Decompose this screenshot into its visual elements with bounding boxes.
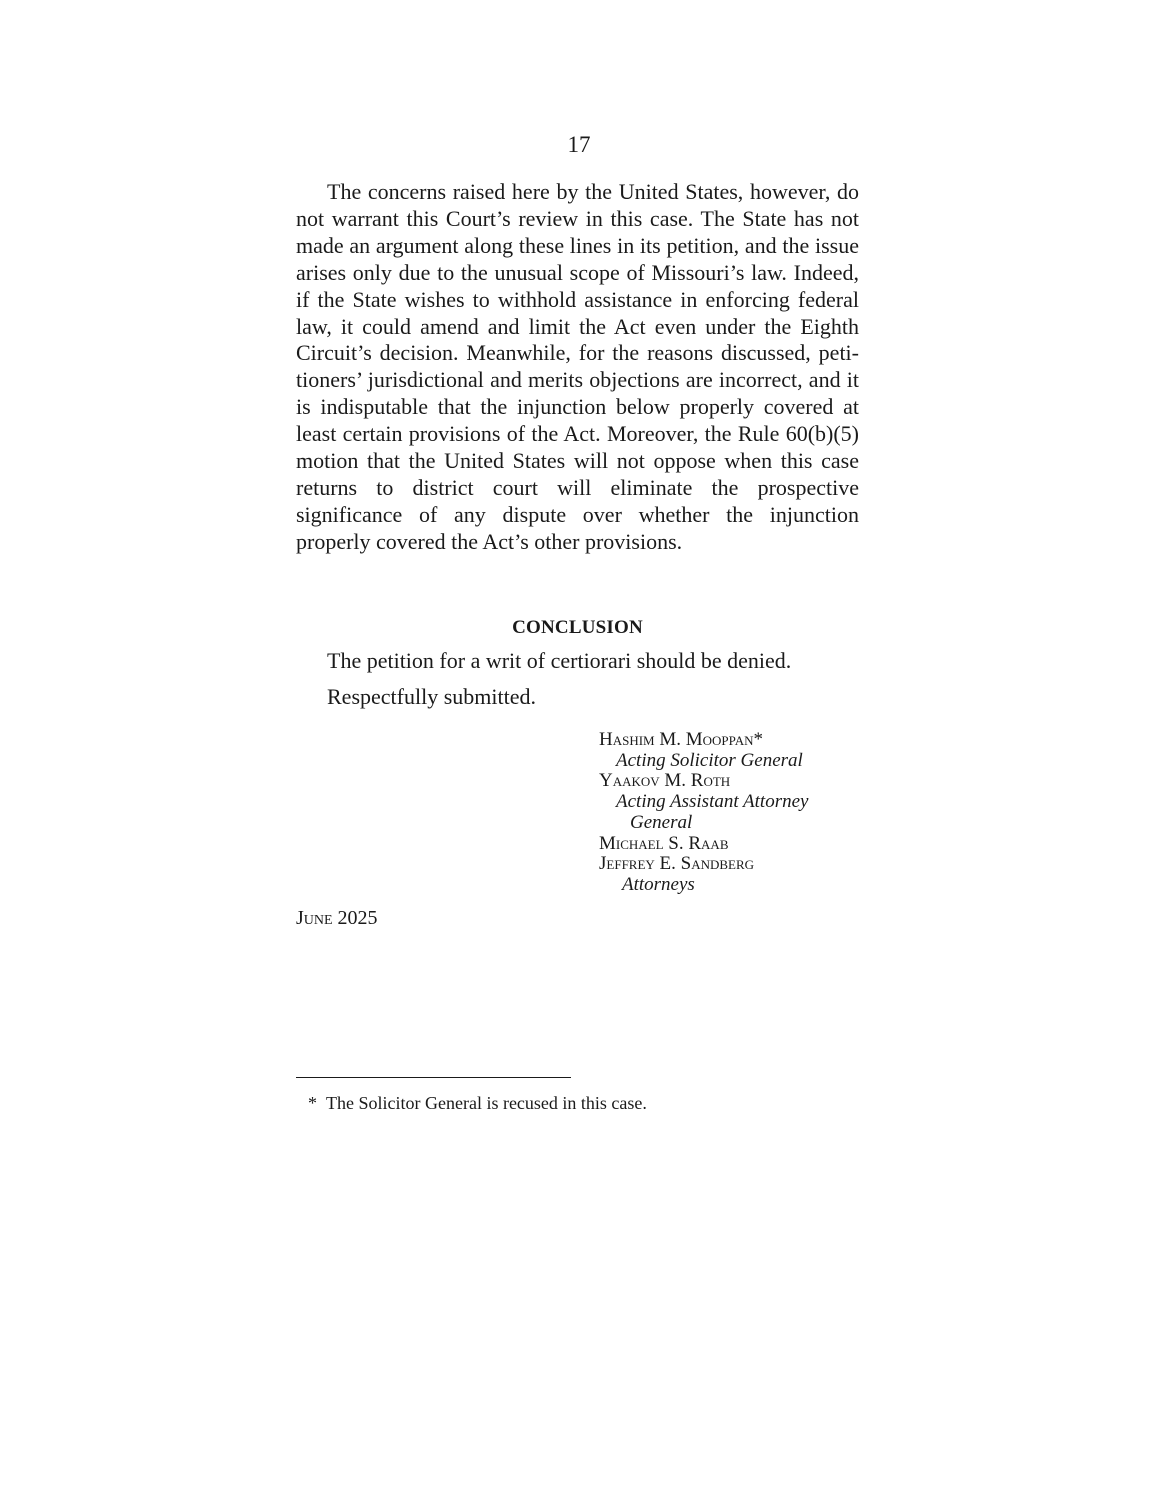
page-number: 17 (567, 132, 591, 157)
footnote (308, 1093, 647, 1114)
filing-date: June 2025 (296, 907, 378, 929)
conclusion-text: The petition for a writ of certiorari should be denied. (327, 648, 792, 673)
body-paragraph: The concerns raised here by the United States, however, do not warrant this Court’s review in this case. The State has not made an argument along these lines in its petition, and the issue arises only due to the unusual scope of Missouri’s law. Indeed, if the State wishes to withhold assistance in enforcing federal law, it could amend and limit the Act even under the Eighth Circuit’s decision. Meanwhile, for the reasons discussed, petitioners’ jurisdictional and merits objections are incorrect, and it is indisputable that the injunction below properly covered at least certain provisions of the Act. Moreover, the Rule 60(b)(5) motion that the United States will not oppose when this case returns to district court will eliminate the prospective significance of any dispute over whether the injunction properly covered the Act’s other provisions. (296, 179, 859, 554)
signatory-title: Acting Assistant Attorney (616, 791, 809, 813)
signatory-name: Michael S. Raab (599, 832, 729, 854)
signatory-title-continued: General (630, 811, 693, 833)
footnote-marker: * (308, 1093, 317, 1113)
signatory-name: Hashim M. Mooppan* (599, 729, 763, 750)
signatory-title: Acting Solicitor General (616, 749, 803, 771)
signatory-title: Attorneys (622, 873, 695, 895)
footnote-text: The Solicitor General is recused in this case. (326, 1093, 647, 1113)
signature-block (599, 730, 899, 896)
closing-line: Respectfully submitted. (327, 684, 536, 709)
signatory-name: Yaakov M. Roth (599, 770, 731, 792)
signatory-name: Jeffrey E. Sandberg (599, 853, 755, 875)
footnote-divider (296, 1077, 571, 1078)
section-heading: CONCLUSION (512, 617, 643, 638)
